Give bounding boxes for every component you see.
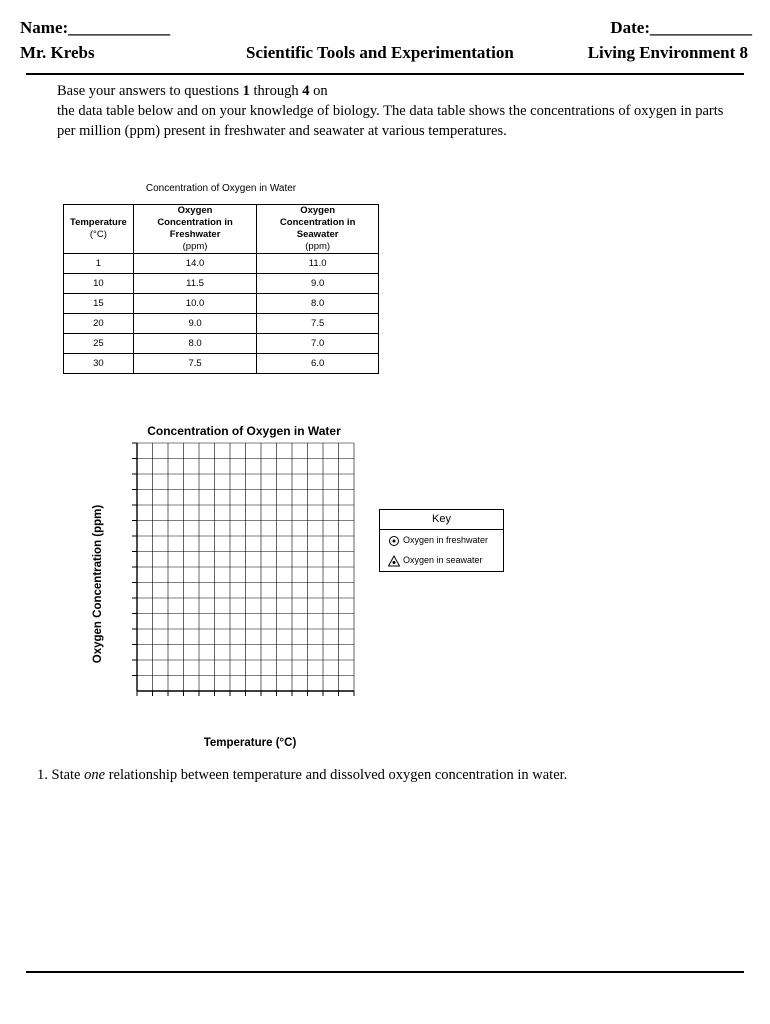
table-row: 25 8.0 7.0	[64, 334, 379, 354]
question-1: 1. State one relationship between temperature and dissolved oxygen concentration in water.	[37, 767, 568, 783]
key-item-seawater: Oxygen in seawater	[380, 550, 503, 570]
question-start-number: 1	[242, 83, 250, 99]
header-seawater: Oxygen Concentration in Seawater (ppm)	[257, 205, 379, 254]
date-field-label: Date:____________	[610, 18, 752, 37]
name-field-label: Name:____________	[20, 18, 171, 37]
data-table-caption: Concentration of Oxygen in Water	[145, 183, 297, 194]
teacher-name: Mr. Krebs	[20, 43, 95, 62]
question-end-number: 4	[302, 83, 310, 99]
question-number: 1.	[37, 767, 48, 783]
graph-key	[379, 509, 504, 572]
emphasis-one: one	[84, 767, 106, 783]
table-row: 20 9.0 7.5	[64, 314, 379, 334]
table-row: 10 11.5 9.0	[64, 274, 379, 294]
footer-rule	[26, 971, 744, 973]
circle-dot-icon	[388, 535, 400, 547]
graph-y-axis-label: Oxygen Concentration (ppm)	[92, 504, 104, 664]
key-item-freshwater: Oxygen in freshwater	[380, 530, 503, 550]
header-temperature: Temperature (°C)	[64, 205, 134, 254]
graph-title: Concentration of Oxygen in Water	[147, 424, 341, 438]
course-name: Living Environment 8	[587, 43, 748, 62]
instructions: Base your answers to questions 1 through 4 on the data table below and on your knowledge of biology. The data table shows the concentrations of oxygen in parts per million (ppm) present in freshwater and seawater at various temperatures.	[57, 81, 737, 141]
graph-x-axis-label: Temperature (°C)	[203, 737, 297, 749]
unit-title: Scientific Tools and Experimentation	[246, 43, 514, 62]
table-row: 30 7.5 6.0	[64, 354, 379, 374]
key-title: Key	[380, 510, 503, 530]
table-row: 15 10.0 8.0	[64, 294, 379, 314]
table-row: 1 14.0 11.0	[64, 254, 379, 274]
instructions-body: the data table below and on your knowledge of biology. The data table shows the concentrations of oxygen in parts per million (ppm) present in freshwater and seawater at various temperatures.	[57, 103, 724, 139]
triangle-dot-icon	[388, 555, 400, 567]
header-freshwater: Oxygen Concentration in Freshwater (ppm)	[133, 205, 257, 254]
